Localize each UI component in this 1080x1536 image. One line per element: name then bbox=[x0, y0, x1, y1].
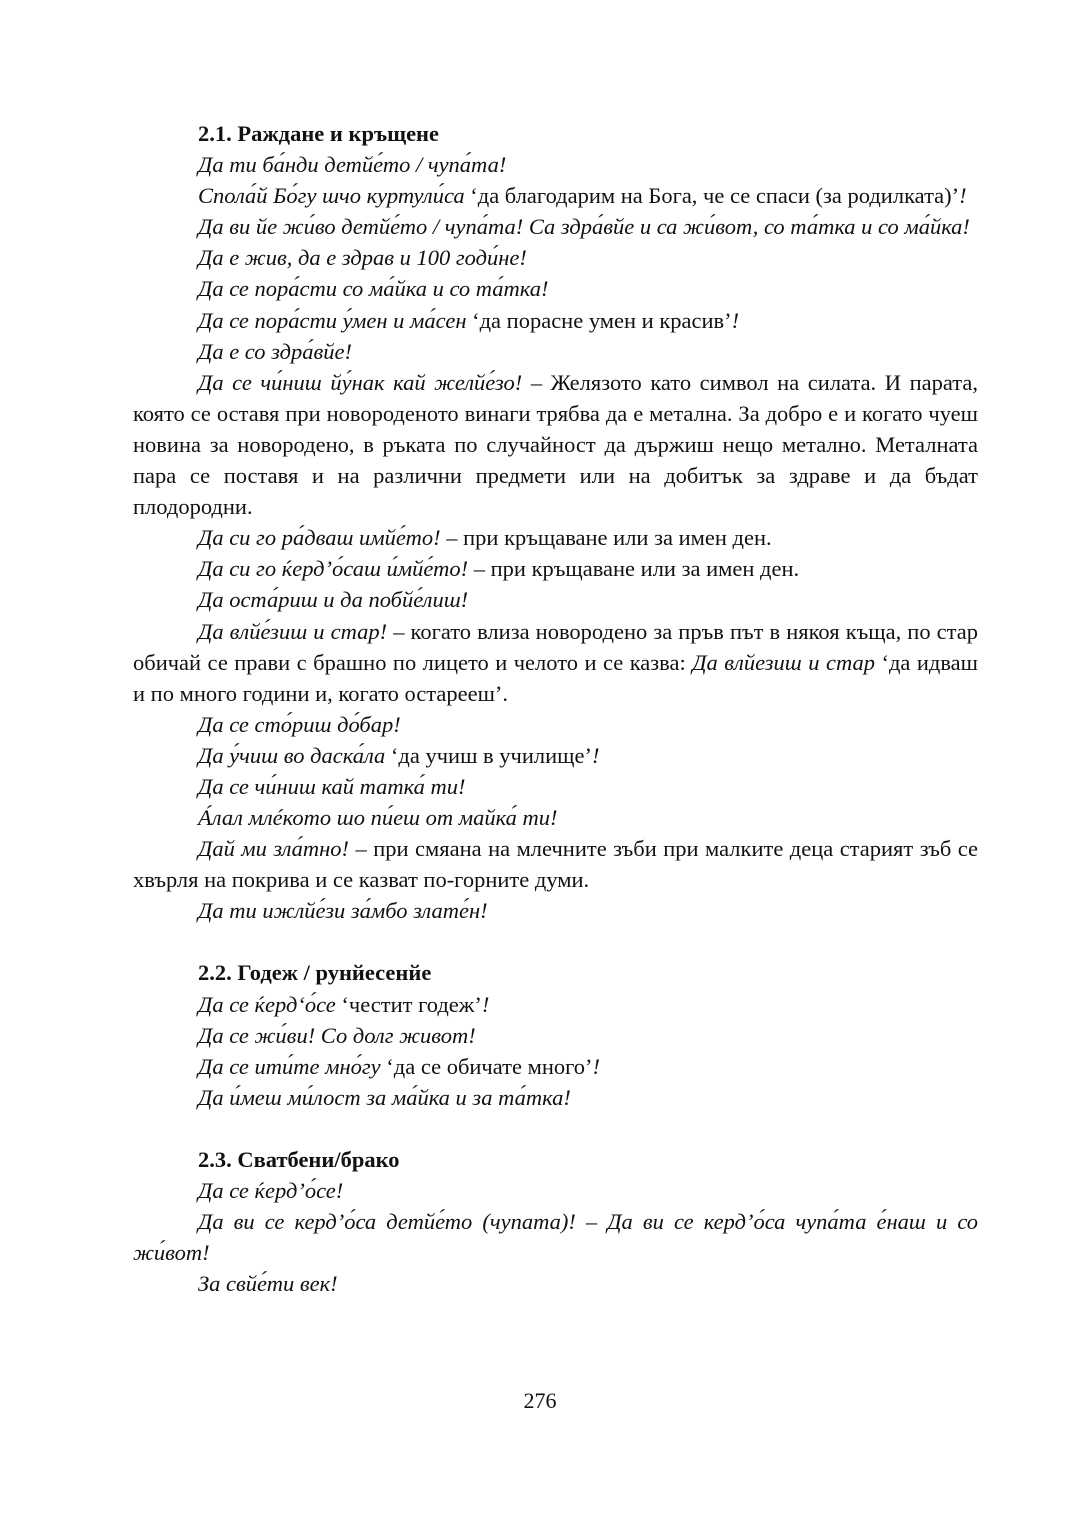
wish-line: Да се пора́сти со ма́йка и со та́тка! bbox=[198, 276, 549, 302]
wish-line: Да се пора́сти у́мен и ма́сен ‘да порасне умен и красив’! bbox=[198, 307, 740, 333]
wish-line: Да се жи́ви! Со долг живот! bbox=[198, 1022, 476, 1048]
document-page bbox=[133, 118, 978, 1299]
wish-line: Да се сто́риш до́бар! bbox=[198, 711, 401, 737]
section-heading: 2.2. Годеж / рунйесенйе bbox=[198, 960, 432, 986]
wish-paragraph: Да се чи́ниш йу́нак кай желйе́зо! – Желязото като символ на силата. И парата, която се оставя при новороденото винаги трябва да е метална. За добро е и когато чуеш новина за новородено, в ръката по случайност да държиш нещо метално. Металната пара се поставя и на различни предмети или на добитък за здраве и да бъдат плодородни. bbox=[133, 369, 978, 520]
wish-line: Да ви йе жи́во детйе́то / чупа́та! Са здра́вйе и са жи́вот, со та́тка и со ма́йка! bbox=[198, 214, 970, 240]
page-number: 276 bbox=[523, 1388, 557, 1413]
wish-line: Да си го ра́дваш имйе́то! – при кръщаване или за имен ден. bbox=[198, 525, 772, 551]
section-heading: 2.1. Раждане и кръщене bbox=[198, 121, 440, 146]
wish-line: Да у́чиш во даска́ла ‘да учиш в училище’! bbox=[198, 742, 600, 768]
wish-line: А́лал млéкото шо пи́еш от майка́ ти! bbox=[198, 805, 558, 831]
wish-line: Да ви се керд’о́са детйе́то (чупата)! – Да ви се керд’о́са чупа́та е́наш и со жи́вот! bbox=[133, 1209, 978, 1266]
wish-line: Да оста́риш и да побйе́лиш! bbox=[198, 587, 469, 613]
wish-line: Да ти ба́нди детйе́то / чупа́та! bbox=[198, 152, 507, 178]
wish-line: Да е жив, да е здрав и 100 годи́не! bbox=[198, 245, 527, 271]
wish-line: Да си го ќерд’о́саш и́мйе́то! – при кръщаване или за имен ден. bbox=[198, 556, 800, 582]
wish-line: Да се чи́ниш кай татка́ ти! bbox=[198, 773, 466, 799]
wish-line: Да се ити́те мно́гу ‘да се обичате много’! bbox=[198, 1053, 601, 1079]
wish-line: Да е со здра́вйе! bbox=[198, 338, 352, 364]
wish-line: Да се ќерд’о́се! bbox=[198, 1178, 344, 1203]
wish-line: Да ти ижлйе́зи за́мбо злате́н! bbox=[198, 898, 488, 924]
wish-paragraph: Дай ми зла́тно! – при смяана на млечните зъби при малките деца старият зъб се хвърля на покрива и се казват по-горните думи. bbox=[133, 836, 978, 893]
wish-line: Да се ќерд‘о́се ‘честит годеж’! bbox=[198, 991, 490, 1017]
wish-line: Спола́й Бо́гу шчо куртули́са ‘да благодарим на Бога, че се спаси (за родилката)’! bbox=[198, 183, 967, 209]
section-heading: 2.3. Сватбени/брако bbox=[198, 1146, 400, 1172]
wish-line: Да и́меш ми́лост за ма́йка и за та́тка! bbox=[198, 1084, 571, 1110]
wish-paragraph: Да влйе́зиш и стар! – когато влиза новородено за пръв път в някоя къща, по стар обичай се прави с брашно по лицето и челото и се казва: Да влйезиш и стар ‘да идваш и по много години и, когато остарееш’. bbox=[133, 618, 978, 706]
wish-line: За свйе́ти век! bbox=[198, 1271, 338, 1297]
